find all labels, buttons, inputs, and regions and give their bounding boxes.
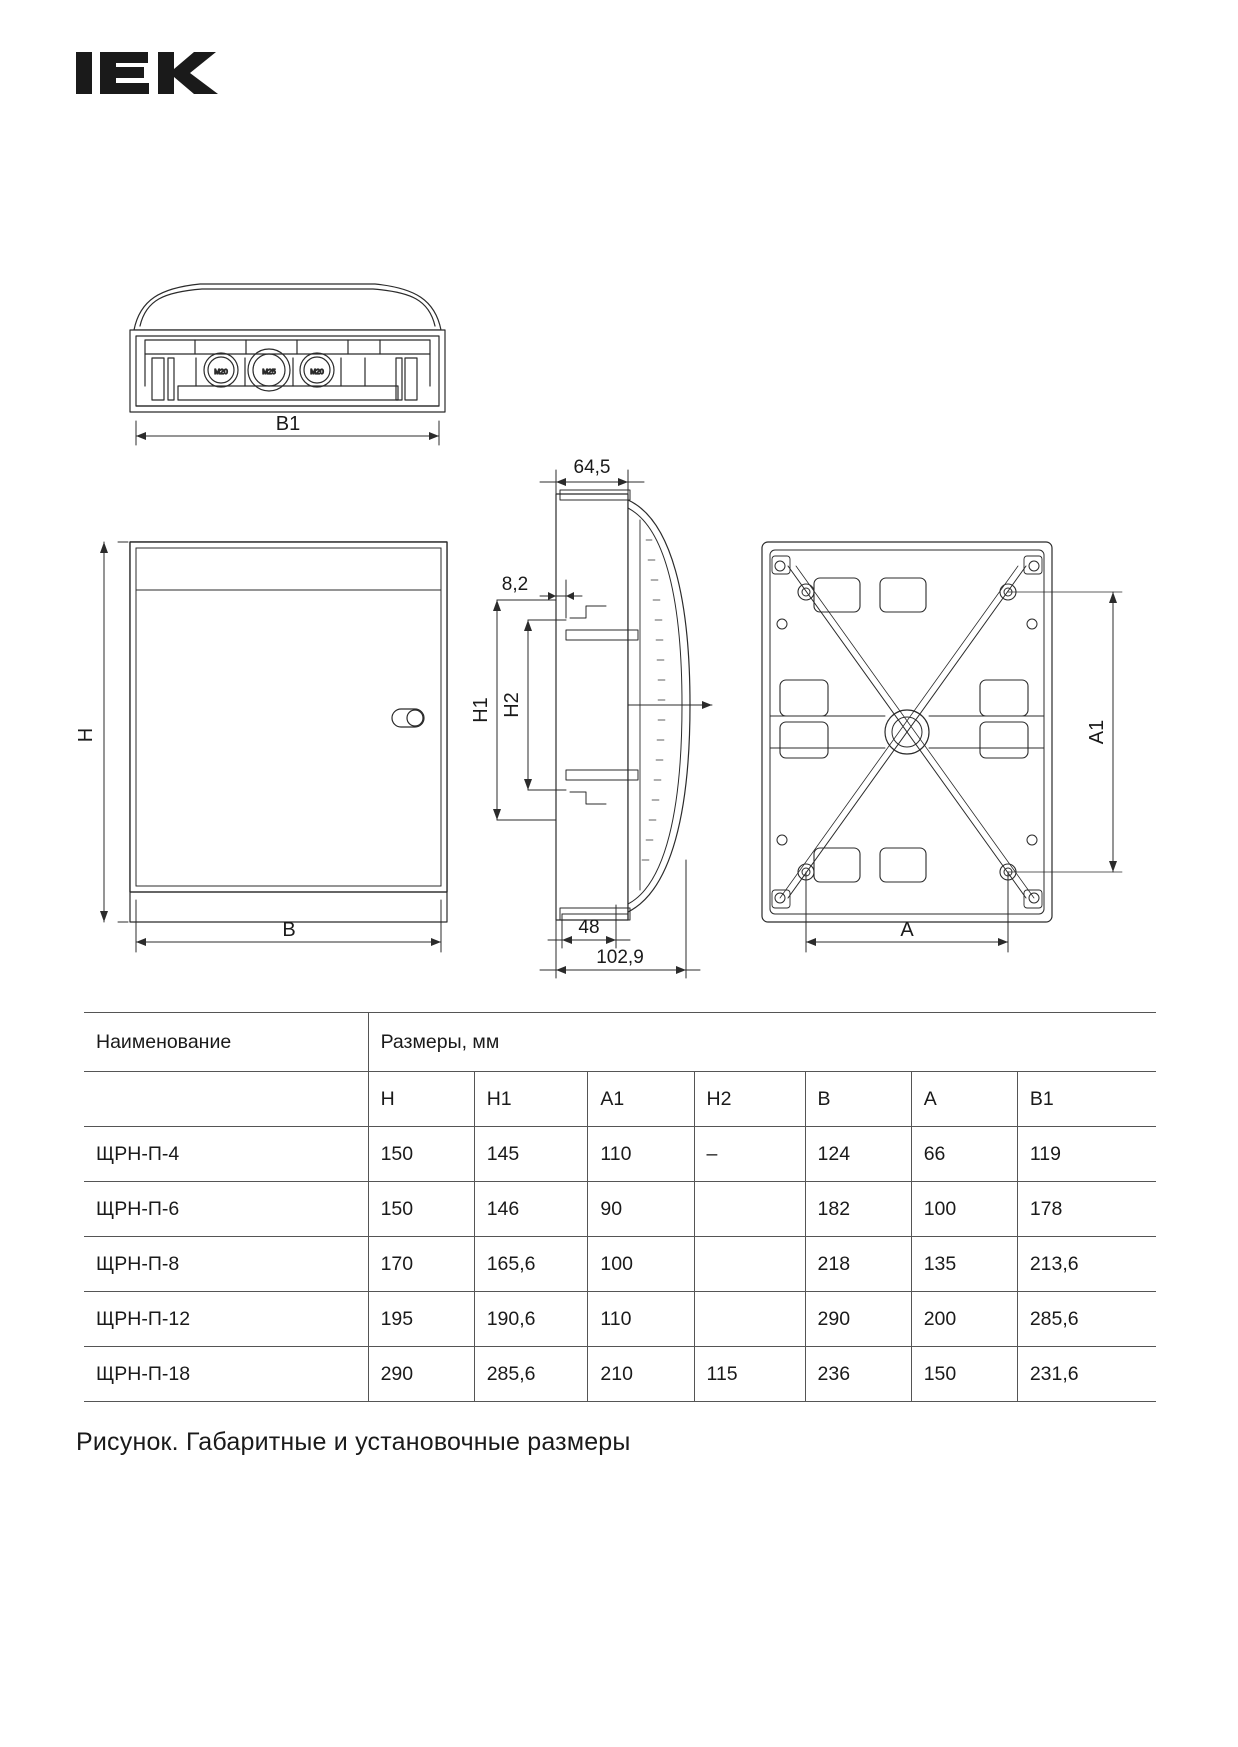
column-header-b: B	[805, 1072, 911, 1127]
table-header-row-1	[84, 1013, 1156, 1072]
rear-view-drawing	[762, 542, 1052, 922]
header-name: Наименование	[84, 1013, 368, 1072]
knockout-label-3: M20	[310, 369, 324, 376]
column-header-h: H	[368, 1072, 474, 1127]
row-value-h1: 146	[474, 1182, 588, 1237]
row-value-b: 290	[805, 1292, 911, 1347]
row-value-h2	[694, 1182, 805, 1237]
row-value-h2: –	[694, 1127, 805, 1182]
row-value-b: 218	[805, 1237, 911, 1292]
row-value-a: 135	[911, 1237, 1017, 1292]
row-value-b1: 285,6	[1017, 1292, 1156, 1347]
label-h1: H1	[470, 697, 492, 723]
row-value-h1: 145	[474, 1127, 588, 1182]
row-name: ЩРН-П-8	[84, 1237, 368, 1292]
label-a: A	[900, 919, 914, 941]
row-value-a1: 110	[588, 1127, 694, 1182]
label-b: B	[282, 919, 296, 941]
label-a1: A1	[1086, 719, 1108, 745]
row-value-b: 124	[805, 1127, 911, 1182]
dimension-b1	[136, 413, 439, 445]
row-value-h: 150	[368, 1127, 474, 1182]
row-name: ЩРН-П-18	[84, 1347, 368, 1402]
row-value-h: 150	[368, 1182, 474, 1237]
column-header-b1: B1	[1017, 1072, 1156, 1127]
table-header-row-2	[84, 1072, 1156, 1127]
table-row	[84, 1237, 1156, 1292]
row-value-a1: 100	[588, 1237, 694, 1292]
label-102-9: 102,9	[596, 947, 644, 968]
top-view-drawing	[130, 284, 445, 412]
row-value-h1: 165,6	[474, 1237, 588, 1292]
label-48: 48	[578, 917, 600, 938]
row-value-h1: 190,6	[474, 1292, 588, 1347]
label-h2: H2	[501, 692, 523, 718]
row-value-h2	[694, 1292, 805, 1347]
row-value-a1: 210	[588, 1347, 694, 1402]
row-value-a1: 110	[588, 1292, 694, 1347]
table-row	[84, 1127, 1156, 1182]
column-header-a1: A1	[588, 1072, 694, 1127]
row-value-a1: 90	[588, 1182, 694, 1237]
row-value-a: 150	[911, 1347, 1017, 1402]
row-value-a: 200	[911, 1292, 1017, 1347]
row-value-h: 195	[368, 1292, 474, 1347]
row-value-a: 100	[911, 1182, 1017, 1237]
row-value-h1: 285,6	[474, 1347, 588, 1402]
side-view-drawing	[556, 490, 712, 920]
header-blank	[84, 1072, 368, 1127]
column-header-h1: H1	[474, 1072, 588, 1127]
figure-caption: Рисунок. Габаритные и установочные размеры	[76, 1428, 631, 1456]
row-value-b1: 213,6	[1017, 1237, 1156, 1292]
row-value-h: 290	[368, 1347, 474, 1402]
label-b1: B1	[275, 413, 301, 435]
dimension-64-5	[540, 457, 644, 498]
front-view-drawing	[130, 542, 447, 922]
row-value-b: 236	[805, 1347, 911, 1402]
row-value-b: 182	[805, 1182, 911, 1237]
row-value-h: 170	[368, 1237, 474, 1292]
label-h: H	[75, 727, 97, 743]
row-value-b1: 231,6	[1017, 1347, 1156, 1402]
table-row	[84, 1292, 1156, 1347]
label-8-2: 8,2	[501, 574, 529, 595]
knockout-label-2: M25	[262, 369, 276, 376]
column-header-a: A	[911, 1072, 1017, 1127]
row-value-h2: 115	[694, 1347, 805, 1402]
dimension-h	[75, 542, 128, 922]
row-name: ЩРН-П-12	[84, 1292, 368, 1347]
table-row	[84, 1182, 1156, 1237]
row-value-a: 66	[911, 1127, 1017, 1182]
row-name: ЩРН-П-6	[84, 1182, 368, 1237]
label-64-5: 64,5	[573, 457, 611, 478]
header-sizes: Размеры, мм	[368, 1013, 1156, 1072]
table-row	[84, 1347, 1156, 1402]
row-value-h2	[694, 1237, 805, 1292]
row-value-b1: 178	[1017, 1182, 1156, 1237]
dimensions-table	[84, 1012, 1156, 1402]
column-header-h2: H2	[694, 1072, 805, 1127]
row-value-b1: 119	[1017, 1127, 1156, 1182]
knockout-label-1: M20	[214, 369, 228, 376]
row-name: ЩРН-П-4	[84, 1127, 368, 1182]
